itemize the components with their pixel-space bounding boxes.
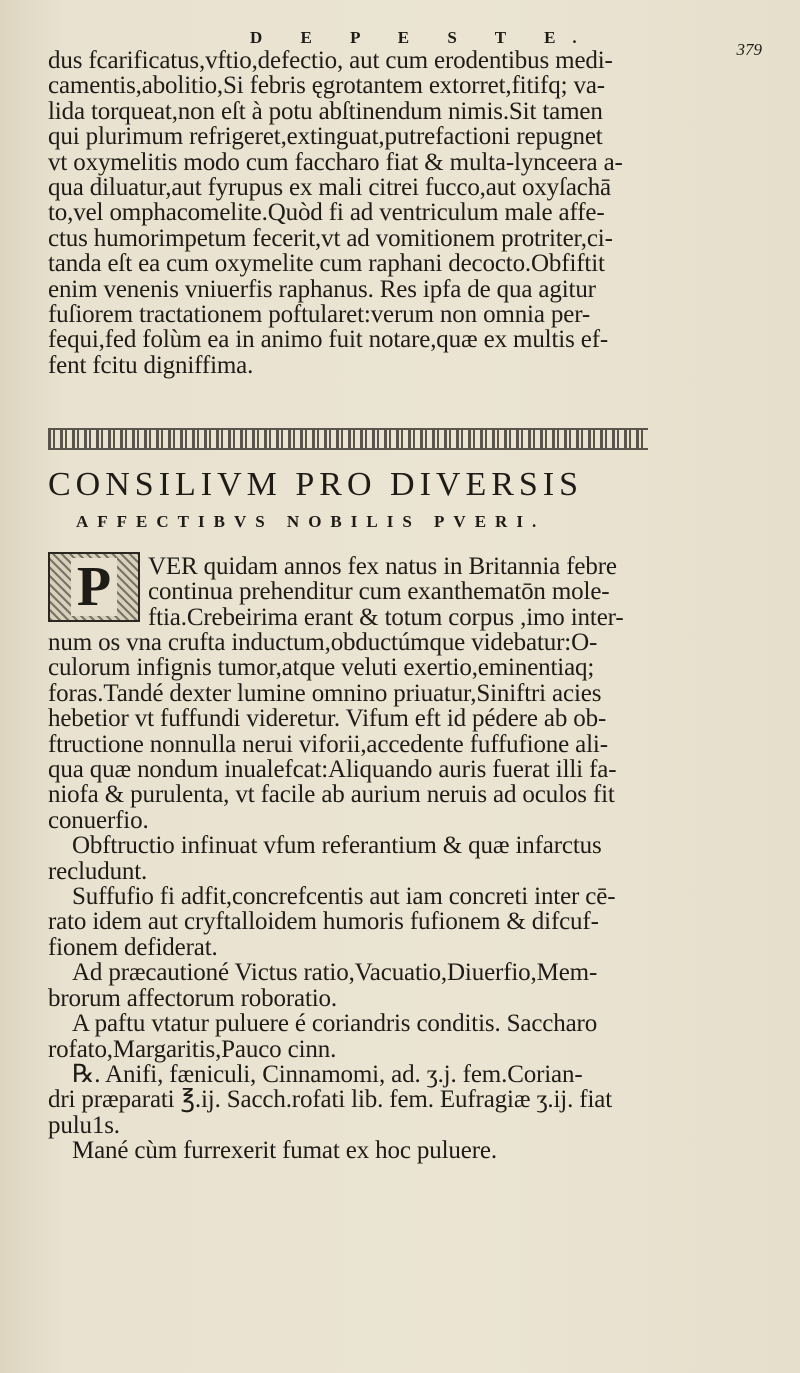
text-line: tanda eſt ea cum oxymelite cum raphani decocto.Obfiftit xyxy=(48,250,605,278)
page-number: 379 xyxy=(736,40,762,59)
text-line: fuſiorem tractationem poftularet:verum non omnia per- xyxy=(48,301,591,329)
text-line: rato idem aut cryftalloidem humoris fufionem & difcuf- xyxy=(48,908,599,936)
text-line: niofa & purulenta, vt facile ab aurium neruis ad oculos fit xyxy=(48,781,615,809)
body-paragraphs xyxy=(48,630,760,1164)
text-line: to,vel omphacomelite.Quòd fi ad ventriculum male affe- xyxy=(48,199,605,227)
text-line: brorum affectorum roboratio. xyxy=(48,984,337,1012)
text-line: foras.Tandé dexter lumine omnino priuatur,Siniftri acies xyxy=(48,679,602,707)
text-line: ftructione nonnulla nerui viforii,accedente fuffufione ali- xyxy=(48,730,608,758)
text-line: qua diluatur,aut fyrupus ex mali citrei fucco,aut oxyſachā xyxy=(48,174,612,202)
text-line: ctus humorimpetum fecerit,vt ad vomitionem protriter,ci- xyxy=(48,224,613,252)
text-line: qui plurimum refrigeret,extinguat,putrefactioni repugnet xyxy=(48,123,603,151)
text-line: Obftructio infinuat vfum referantium & quæ infarctus xyxy=(72,832,602,860)
text-line: fequi,fed folùm ea in animo fuit notare,quæ ex multis ef- xyxy=(48,326,609,354)
text-line: vt oxymelitis modo cum faccharo fiat & multa-lynceera a- xyxy=(48,148,623,176)
text-line: lida torqueat,non eſt à potu abſtinendum nimis.Sit tamen xyxy=(48,97,603,125)
text-line: A paftu vtatur puluere é coriandris conditis. Saccharo xyxy=(72,1010,598,1038)
text-line: Suffufio fi adfit,concrefcentis aut iam concreti inter cē- xyxy=(72,883,616,911)
text-line: recludunt. xyxy=(48,857,148,885)
initial-letter: P xyxy=(71,558,117,616)
text-line: ℞. Anifi, fæniculi, Cinnamomi, ad. ʒ.j. fem.Corian- xyxy=(72,1060,583,1088)
text-line: Mané cùm furrexerit fumat ex hoc puluere. xyxy=(72,1137,497,1165)
opening-lines xyxy=(148,554,768,630)
text-line: hebetior vt fuffundi videretur. Vifum eft id pédere ab ob- xyxy=(48,705,607,733)
text-line: fionem defiderat. xyxy=(48,933,218,961)
top-paragraph xyxy=(48,48,760,378)
text-line: num os vna crufta inductum,obductúmque videbatur:O- xyxy=(48,629,598,656)
text-line: conuerfio. xyxy=(48,806,149,834)
text-line: dri præparati ℥.ij. Sacch.rofati lib. fem. Eufragiæ ʒ.ij. fiat xyxy=(48,1086,612,1114)
text-line: camentis,abolitio,Si febris ęgrotantem extorret,fitifq; va- xyxy=(48,72,605,100)
text-line: culorum infignis tumor,atque veluti exertio,eminentiaq; xyxy=(48,654,595,682)
text-line: qua quæ nondum inualefcat:Aliquando auris fuerat illi fa- xyxy=(48,756,617,784)
text-line: continua prehenditur cum exanthematōn mole- xyxy=(148,578,610,606)
text-line: Ad præcautioné Victus ratio,Vacuatio,Diuerfio,Mem- xyxy=(72,959,598,987)
text-line: VER quidam annos fex natus in Britannia febre xyxy=(148,553,617,580)
running-title: D E P E S T E. xyxy=(250,28,594,47)
text-line: ftia.Crebeirima erant & totum corpus ,imo inter- xyxy=(148,603,624,631)
section-title: CONSILIVM PRO DIVERSIS xyxy=(48,466,584,503)
text-line: pulu1s. xyxy=(48,1111,120,1139)
text-line: enim venenis vniuerfis raphanus. Res ipfa de qua agitur xyxy=(48,275,596,303)
text-line: rofato,Margaritis,Pauco cinn. xyxy=(48,1035,337,1063)
section-subtitle: AFFECTIBVS NOBILIS PVERI. xyxy=(76,512,546,531)
text-line: fent fcitu digniffima. xyxy=(48,351,254,379)
decorative-border xyxy=(48,428,648,450)
decorated-initial xyxy=(48,552,140,622)
text-line: dus fcarificatus,vftio,defectio, aut cum erodentibus medi- xyxy=(48,47,613,74)
